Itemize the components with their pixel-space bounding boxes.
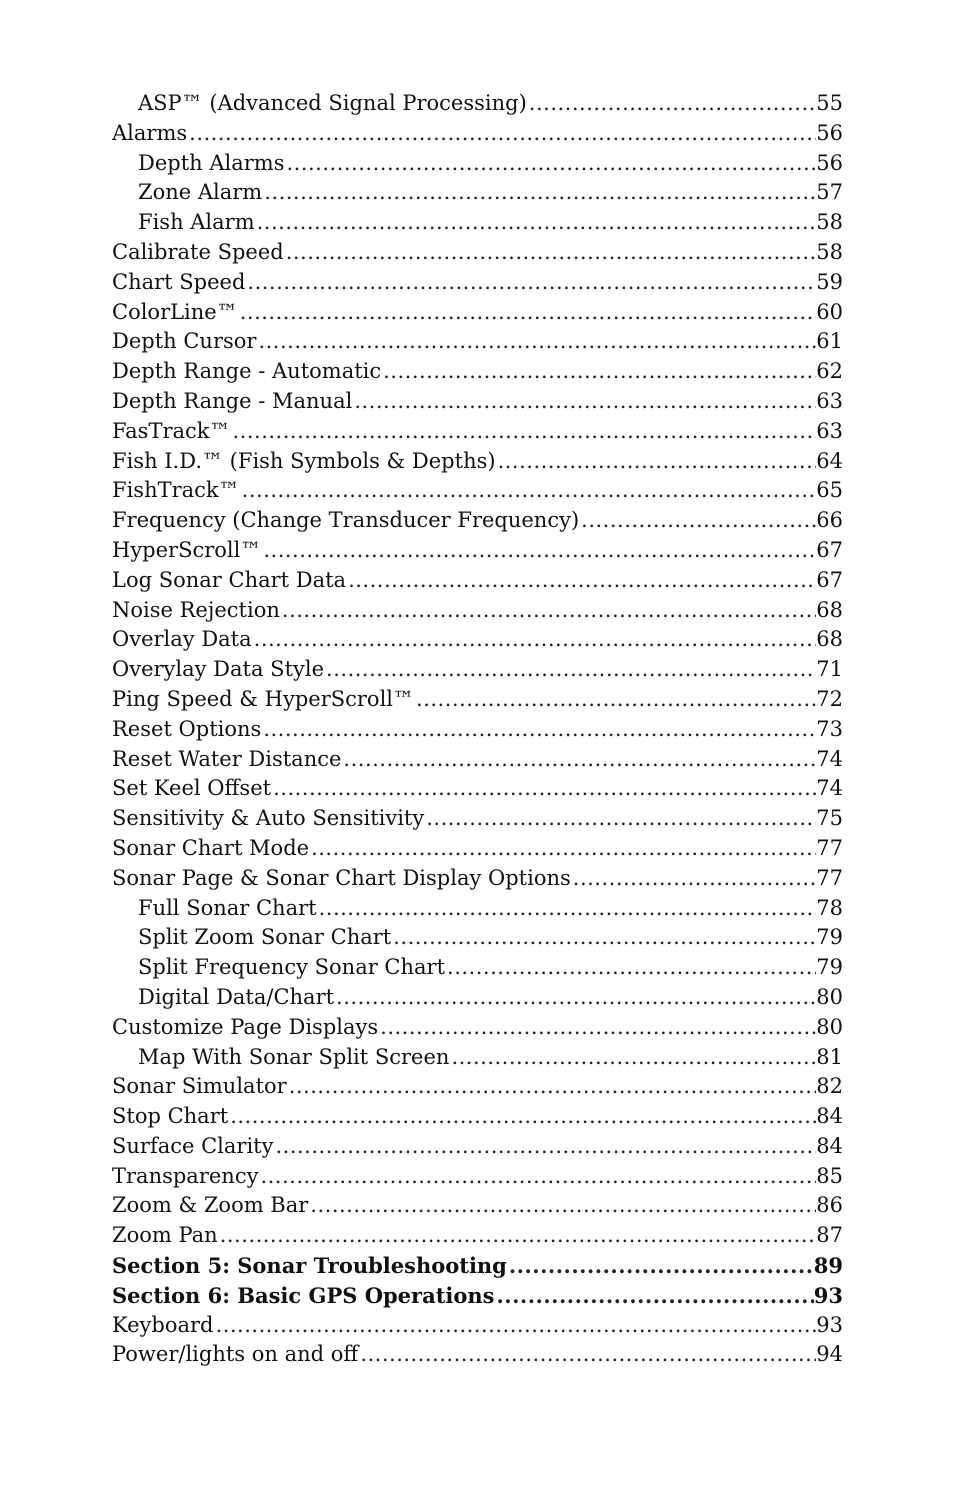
dot-leader <box>218 1221 817 1251</box>
toc-entry-title: Zoom Pan <box>112 1223 218 1248</box>
toc-entry-page-number: 56 <box>816 150 843 175</box>
toc-entry-title: Split Zoom Sonar Chart <box>138 925 392 950</box>
toc-entry-title: ASP™ (Advanced Signal Processing) <box>138 91 527 115</box>
toc-entry-page-number: 86 <box>816 1193 843 1218</box>
toc-entry-page-number: 57 <box>816 180 843 205</box>
dot-leader <box>231 417 817 447</box>
toc-entry-page-number: 63 <box>816 418 843 443</box>
toc-entry[interactable] <box>112 1043 843 1073</box>
toc-entry-page-number: 62 <box>816 359 843 384</box>
toc-entry-title: Depth Alarms <box>138 150 285 175</box>
toc-entry-page-number: 68 <box>816 627 843 652</box>
toc-entry-page-number: 58 <box>816 239 843 264</box>
toc-entry-title: ColorLine™ <box>112 299 238 324</box>
toc-entry[interactable] <box>112 1072 843 1102</box>
toc-entry-title: Overylay Data Style <box>112 657 325 682</box>
toc-entry-page-number: 74 <box>816 746 843 771</box>
toc-entry-title: Noise Rejection <box>112 597 280 622</box>
toc-entry-title: Map With Sonar Split Screen <box>138 1044 450 1069</box>
toc-entry[interactable] <box>112 923 843 953</box>
dot-leader <box>280 596 816 626</box>
toc-entry-page-number: 65 <box>816 478 843 503</box>
toc-entry-title: FishTrack™ <box>112 478 240 503</box>
dot-leader <box>284 149 816 179</box>
toc-entry-title: Sensitivity & Auto Sensitivity <box>112 806 425 831</box>
toc-entry[interactable] <box>112 983 843 1013</box>
toc-entry[interactable] <box>112 655 843 685</box>
toc-entry-title: Chart Speed <box>112 269 246 294</box>
toc-entry[interactable] <box>112 1162 843 1192</box>
dot-leader <box>284 238 817 268</box>
toc-entry[interactable] <box>112 536 843 566</box>
toc-entry-title: Reset Options <box>112 716 262 741</box>
toc-entry-title: Split Frequency Sonar Chart <box>138 955 446 980</box>
toc-entry-title: Sonar Simulator <box>112 1074 287 1099</box>
dot-leader <box>258 1162 816 1192</box>
toc-entry-page-number: 72 <box>816 686 843 711</box>
toc-entry-page-number: 77 <box>816 835 843 860</box>
toc-entry-page-number: 64 <box>816 448 843 473</box>
toc-entry[interactable] <box>112 1132 843 1162</box>
dot-leader <box>317 894 817 924</box>
dot-leader <box>445 953 816 983</box>
toc-entry[interactable] <box>112 506 843 536</box>
dot-leader <box>334 983 816 1013</box>
toc-entry[interactable] <box>112 834 843 864</box>
toc-entry-title: Section 5: Sonar Troubleshooting <box>112 1253 507 1279</box>
dot-leader <box>346 566 816 596</box>
toc-entry[interactable] <box>112 119 843 149</box>
toc-entry[interactable] <box>112 745 843 775</box>
toc-entry[interactable] <box>112 804 843 834</box>
toc-entry[interactable] <box>112 89 843 119</box>
toc-entry-page-number: 81 <box>816 1044 843 1069</box>
toc-entry[interactable] <box>112 327 843 357</box>
dot-leader <box>449 1043 816 1073</box>
dot-leader <box>245 268 816 298</box>
toc-entry-title: Sonar Page & Sonar Chart Display Options <box>112 865 571 890</box>
dot-leader <box>255 208 817 238</box>
toc-entry-page-number: 84 <box>816 1104 843 1129</box>
dot-leader <box>571 864 816 894</box>
toc-entry-page-number: 75 <box>816 806 843 831</box>
toc-entry-page-number: 60 <box>816 299 843 324</box>
toc-section-heading[interactable] <box>112 1281 843 1311</box>
table-of-contents <box>112 89 843 1370</box>
toc-entry-page-number: 67 <box>816 567 843 592</box>
toc-entry-page-number: 80 <box>816 984 843 1009</box>
dot-leader <box>391 923 816 953</box>
toc-entry-title: Power/lights on and off <box>112 1342 359 1367</box>
toc-entry-page-number: 80 <box>816 1014 843 1039</box>
dot-leader <box>352 387 816 417</box>
toc-entry[interactable] <box>112 685 843 715</box>
toc-entry-page-number: 82 <box>816 1074 843 1099</box>
toc-entry-page-number: 66 <box>816 508 843 533</box>
dot-leader <box>271 774 816 804</box>
dot-leader <box>256 327 816 357</box>
toc-entry-title: Stop Chart <box>112 1104 229 1129</box>
toc-section-heading[interactable] <box>112 1251 843 1281</box>
dot-leader <box>424 804 816 834</box>
toc-entry-page-number: 55 <box>816 91 843 115</box>
toc-entry[interactable] <box>112 566 843 596</box>
toc-entry-page-number: 67 <box>816 537 843 562</box>
toc-entry-page-number: 89 <box>813 1253 843 1279</box>
toc-entry[interactable] <box>112 149 843 179</box>
toc-entry-title: Surface Clarity <box>112 1133 274 1158</box>
toc-entry[interactable] <box>112 476 843 506</box>
toc-entry[interactable] <box>112 298 843 328</box>
toc-entry-title: Depth Cursor <box>112 329 257 354</box>
toc-entry-title: Frequency (Change Transducer Frequency) <box>112 508 580 533</box>
toc-entry-title: FasTrack™ <box>112 418 231 443</box>
toc-entry[interactable] <box>112 953 843 983</box>
dot-leader <box>261 536 816 566</box>
toc-entry-title: Customize Page Displays <box>112 1014 379 1039</box>
toc-entry-title: Alarms <box>112 120 188 145</box>
dot-leader <box>261 715 816 745</box>
toc-entry-title: Overlay Data <box>112 627 252 652</box>
toc-entry-page-number: 63 <box>816 388 843 413</box>
toc-entry-title: Fish Alarm <box>138 210 255 235</box>
toc-entry-title: Depth Range - Automatic <box>112 359 382 384</box>
toc-entry-page-number: 84 <box>816 1133 843 1158</box>
dot-leader <box>381 357 816 387</box>
toc-entry-title: Section 6: Basic GPS Operations <box>112 1282 495 1308</box>
toc-entry-page-number: 59 <box>816 269 843 294</box>
toc-entry-page-number: 78 <box>816 895 843 920</box>
dot-leader <box>238 298 817 328</box>
toc-entry[interactable] <box>112 447 843 477</box>
toc-entry[interactable] <box>112 774 843 804</box>
toc-entry[interactable] <box>112 894 843 924</box>
dot-leader <box>414 685 816 715</box>
toc-entry-title: Fish I.D.™ (Fish Symbols & Depths) <box>112 448 496 473</box>
toc-entry-page-number: 73 <box>816 716 843 741</box>
toc-entry-page-number: 61 <box>816 329 843 354</box>
toc-entry-title: Reset Water Distance <box>112 746 342 771</box>
toc-entry-title: Zoom & Zoom Bar <box>112 1193 309 1218</box>
toc-entry[interactable] <box>112 238 843 268</box>
toc-entry[interactable] <box>112 864 843 894</box>
dot-leader <box>287 1072 817 1102</box>
toc-entry-page-number: 93 <box>813 1282 843 1308</box>
dot-leader <box>262 178 816 208</box>
dot-leader <box>579 506 816 536</box>
toc-entry-page-number: 58 <box>816 210 843 235</box>
toc-entry[interactable] <box>112 357 843 387</box>
toc-entry-title: Depth Range - Manual <box>112 388 353 413</box>
toc-entry[interactable] <box>112 1311 843 1341</box>
toc-entry-page-number: 56 <box>816 120 843 145</box>
toc-entry[interactable] <box>112 1191 843 1221</box>
toc-entry-title: Set Keel Offset <box>112 776 272 801</box>
toc-entry-page-number: 77 <box>816 865 843 890</box>
dot-leader <box>240 476 817 506</box>
toc-entry-page-number: 85 <box>816 1163 843 1188</box>
dot-leader <box>252 625 817 655</box>
toc-entry-page-number: 68 <box>816 597 843 622</box>
dot-leader <box>358 1340 816 1370</box>
dot-leader <box>308 1191 816 1221</box>
dot-leader <box>273 1132 816 1162</box>
toc-entry[interactable] <box>112 625 843 655</box>
toc-entry-page-number: 94 <box>816 1342 843 1367</box>
toc-entry[interactable] <box>112 1102 843 1132</box>
toc-entry-title: Full Sonar Chart <box>138 895 317 920</box>
dot-leader <box>341 745 816 775</box>
toc-entry[interactable] <box>112 1013 843 1043</box>
toc-entry-title: Zone Alarm <box>138 180 263 205</box>
toc-entry[interactable] <box>112 417 843 447</box>
toc-entry[interactable] <box>112 1221 843 1251</box>
toc-entry[interactable] <box>112 208 843 238</box>
dot-leader <box>214 1311 817 1341</box>
dot-leader <box>507 1251 814 1281</box>
dot-leader <box>309 834 816 864</box>
dot-leader <box>527 89 816 119</box>
toc-entry[interactable] <box>112 178 843 208</box>
toc-entry-title: Sonar Chart Mode <box>112 835 310 860</box>
toc-entry-title: Calibrate Speed <box>112 239 284 264</box>
toc-entry-page-number: 79 <box>816 955 843 980</box>
toc-entry-title: Keyboard <box>112 1312 214 1337</box>
toc-entry-title: HyperScroll™ <box>112 537 262 562</box>
dot-leader <box>324 655 816 685</box>
toc-entry-title: Digital Data/Chart <box>138 984 335 1009</box>
dot-leader <box>495 1281 814 1311</box>
toc-entry[interactable] <box>112 715 843 745</box>
dot-leader <box>228 1102 816 1132</box>
toc-entry[interactable] <box>112 596 843 626</box>
toc-entry-page-number: 74 <box>816 776 843 801</box>
toc-entry-title: Transparency <box>112 1163 259 1188</box>
toc-entry[interactable] <box>112 268 843 298</box>
toc-entry-page-number: 71 <box>816 657 843 682</box>
toc-entry[interactable] <box>112 387 843 417</box>
dot-leader <box>187 119 816 149</box>
toc-entry-page-number: 93 <box>816 1312 843 1337</box>
toc-entry-title: Log Sonar Chart Data <box>112 567 347 592</box>
dot-leader <box>496 447 817 477</box>
dot-leader <box>378 1013 816 1043</box>
toc-entry-page-number: 87 <box>816 1223 843 1248</box>
toc-entry-title: Ping Speed & HyperScroll™ <box>112 686 415 711</box>
toc-entry-page-number: 79 <box>816 925 843 950</box>
toc-entry[interactable] <box>112 1340 843 1370</box>
